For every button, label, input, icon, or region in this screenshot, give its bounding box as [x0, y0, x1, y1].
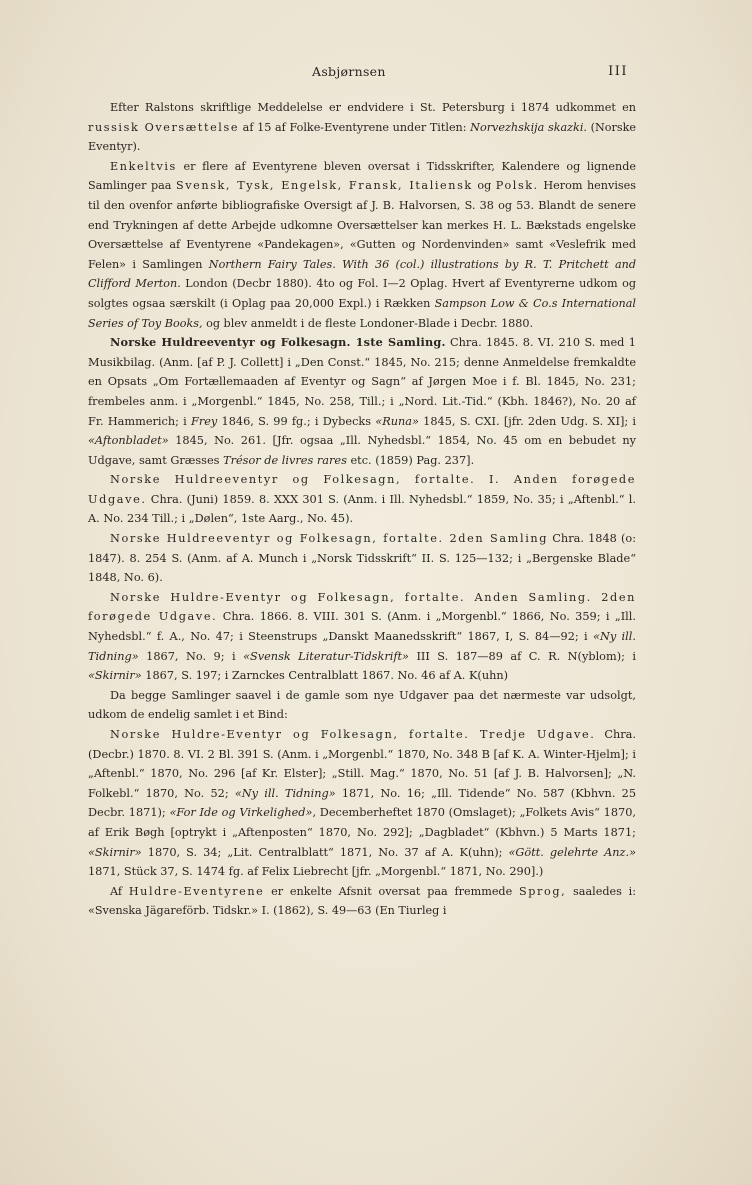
paragraph-combined-volume-note: Da begge Samlinger saavel i de gamle som nye Udgaver paa det nærmeste var udsolgt, udkom de endelig samlet i et Bind:: [88, 688, 636, 722]
entry-title: Norske Huldreeventyr og Folkesagn, fortalte. I. Anden forøgede Udgave.: [88, 473, 636, 506]
page-body: [88, 98, 636, 921]
running-header: [112, 64, 628, 84]
paragraph-russian-translation: Efter Ralstons skriftlige Meddelelse er endvidere i St. Petersburg i 1874 udkommet en russisk Oversættelse af 15 af Folke-Eventyrene under Titlen: Norvezhskija skazki. (Norske Eventyr).: [88, 101, 636, 154]
paragraph-huldre-translations: Af Huldre-Eventyrene er enkelte Afsnit oversat paa fremmede Sprog, saaledes i: «Svenska Jägareförb. Tidskr.» I. (1862), S. 49—63 (En Tiurleg i: [88, 884, 636, 918]
paragraph-individual-translations: Enkeltvis er flere af Eventyrene bleven oversat i Tidsskrifter, Kalendere og lignende Samlinger paa Svensk, Tysk, Engelsk, Fransk, Italiensk og Polsk. Herom henvises til den ovenfor anførte bibliografiske Oversigt af J. B. Halvorsen, S. 38 og 53. Blandt de senere end Trykningen af dette Arbejde udkomne Oversættelser kan merkes H. L. Bækstads engelske Oversættelse af Eventyrene «Pandekagen», «Gutten og Nordenvinden» samt «Veslefrik med Felen» i Samlingen Northern Fairy Tales. With 36 (col.) illustrations by R. T. Pritchett and Clifford Merton. London (Decbr 1880). 4to og Fol. I—2 Oplag. Hvert af Eventyrerne udkom og solgtes ogsaa særskilt (i Oplag paa 20,000 Expl.) i Rækken Sampson Low & Co.s International Series of Toy Books, og blev anmeldt i de fleste Londoner-Blade i Decbr. 1880.: [88, 159, 636, 330]
entry-title: Norske Huldre-Eventyr og Folkesagn, fortalte. Anden Samling. 2den forøgede Udgave.: [88, 590, 636, 624]
entry-third-edition: Norske Huldre-Eventyr og Folkesagn, fortalte. Tredje Udgave. Chra. (Decbr.) 1870. 8. VI. 2 Bl. 391 S. (Anm. i „Morgenbl.“ 1870, No. 348 B [af K. A. Winter-Hjelm]; i „Aftenbl.“ 1870, No. 296 [af Kr. Elster]; „Still. Mag.“ 1870, No. 51 [af J. B. Halvorsen]; „N. Folkebl.“ 1870, No. 52; «Ny ill. Tidning» 1871, No. 16; „Ill. Tidende“ No. 587 (Kbhvn. 25 Decbr. 1871); «For Ide og Virkelighed», Decemberheftet 1870 (Omslaget); „Folkets Avis“ 1870, af Erik Bøgh [optrykt i „Aftenposten“ 1870, No. 292]; „Dagbladet“ (Kbhvn.) 5 Marts 1871; «Skirnir» 1870, S. 34; „Lit. Centralblatt“ 1871, No. 37 af A. K(uhn); «Gött. gelehrte Anz.» 1871, Stück 37, S. 1474 fg. af Felix Liebrecht [jfr. „Morgenbl.“ 1871, No. 290].): [88, 728, 637, 879]
page-number: III: [608, 64, 628, 79]
entry-second-edition: Norske Huldreeventyr og Folkesagn, fortalte. I. Anden forøgede Udgave. Chra. (Juni) 1859. 8. XXX 301 S. (Anm. i Ill. Nyhedsbl.“ 1859, No. 35; i „Aftenbl.“ l. A. No. 234 Till.; i „Dølen“, 1ste Aarg., No. 45).: [88, 473, 636, 526]
running-head-author: Asbjørnsen: [312, 64, 386, 79]
entry-title: Norske Huldre-Eventyr og Folkesagn, fortalte. Tredje Udgave.: [110, 728, 596, 741]
entry-first-collection: Norske Huldreeventyr og Folkesagn. 1ste Samling. Chra. 1845. 8. VI. 210 S. med 1 Musikbilag. (Anm. [af P. J. Collett] i „Den Const.“ 1845, No. 215; denne Anmeldelse fremkaldte en Opsats „Om Fortællemaaden af Eventyr og Sagn“ af Jørgen Moe i f. Bl. 1845, No. 231; frembeles anm. i „Morgenbl.“ 1845, No. 258, Till.; i „Nord. Lit.-Tid.“ (Kbh. 1846?), No. 20 af Fr. Hammerich; i Frey 1846, S. 99 fg.; i Dybecks «Runa» 1845, S. CXI. [jfr. 2den Udg. S. XI]; i «Aftonbladet» 1845, No. 261. [Jfr. ogsaa „Ill. Nyhedsbl.“ 1854, No. 45 om en bebudet ny Udgave, samt Græsses Trésor de livres rares etc. (1859) Pag. 237].: [88, 335, 636, 467]
entry-second-collection-second-edition: Norske Huldre-Eventyr og Folkesagn, fortalte. Anden Samling. 2den forøgede Udgave. Chra. 1866. 8. VIII. 301 S. (Anm. i „Morgenbl.“ 1866, No. 359; i „Ill. Nyhedsbl.“ f. A., No. 47; i Steenstrups „Danskt Maanedsskrift“ 1867, I, S. 84—92; i «Ny ill. Tidning» 1867, No. 9; i «Svensk Literatur-Tidskrift» III S. 187—89 af C. R. N(yblom); i «Skirnir» 1867, S. 197; i Zarnckes Centralblatt 1867. No. 46 af A. K(uhn): [88, 590, 636, 683]
entry-title: Norske Huldreeventyr og Folkesagn. 1ste Samling.: [110, 335, 446, 350]
entry-title: Norske Huldreeventyr og Folkesagn, fortalte. 2den Samling: [110, 532, 549, 546]
entry-second-collection: Norske Huldreeventyr og Folkesagn, fortalte. 2den Samling Chra. 1848 (o: 1847). 8. 254 S. (Anm. af A. Munch i „Norsk Tidsskrift“ II. S. 125—132; i „Bergenske Blade“ 1848, No. 6).: [88, 532, 636, 585]
